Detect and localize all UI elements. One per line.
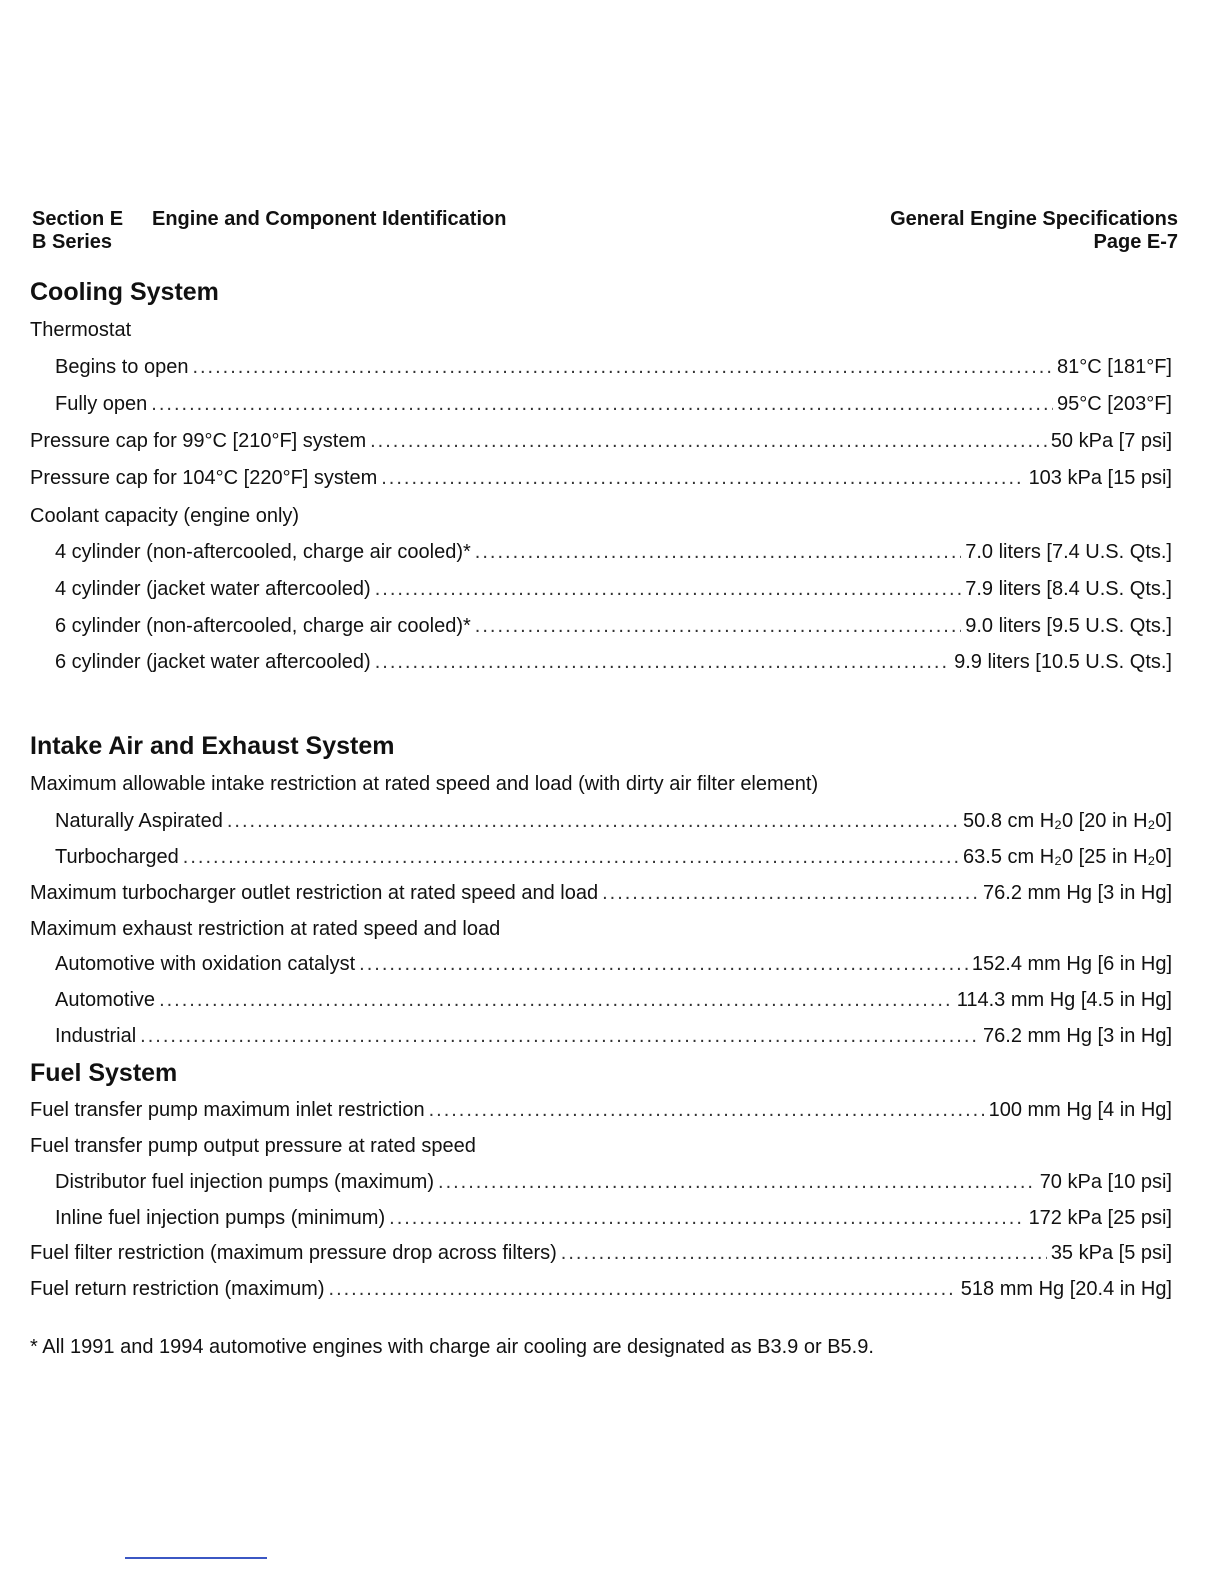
leader-dots bbox=[438, 1170, 1036, 1194]
spec-label: Fuel filter restriction (maximum pressure drop across filters) bbox=[30, 1242, 557, 1264]
spec-label: 4 cylinder (non-aftercooled, charge air cooled)* bbox=[55, 541, 471, 563]
spec-row bbox=[55, 577, 1172, 601]
leader-dots bbox=[159, 988, 953, 1012]
series-label: B Series bbox=[32, 231, 113, 253]
spec-label: Industrial bbox=[55, 1025, 137, 1047]
spec-label: Automotive bbox=[55, 989, 156, 1011]
page-number: Page E-7 bbox=[1093, 231, 1178, 253]
spec-label: Pressure cap for 104°C [220°F] system bbox=[30, 467, 378, 489]
spec-row bbox=[55, 392, 1172, 416]
leader-dots bbox=[151, 392, 1053, 416]
leader-dots bbox=[183, 845, 959, 869]
leader-dots bbox=[381, 466, 1024, 490]
spec-row bbox=[30, 1241, 1172, 1265]
spec-label: Fuel transfer pump maximum inlet restriction bbox=[30, 1099, 425, 1121]
spec-row bbox=[55, 1024, 1172, 1048]
spec-row bbox=[55, 952, 1172, 976]
leader-dots bbox=[192, 355, 1053, 379]
section-label: Section E bbox=[32, 208, 124, 230]
spec-row bbox=[30, 1277, 1172, 1301]
intake-exhaust-heading: Intake Air and Exhaust System bbox=[30, 732, 395, 760]
leader-dots bbox=[375, 650, 950, 674]
thermostat-label: Thermostat bbox=[30, 319, 132, 341]
leader-dots bbox=[475, 614, 961, 638]
spec-label: Naturally Aspirated bbox=[55, 810, 223, 832]
footer-rule bbox=[125, 1557, 267, 1559]
spec-value: 70 kPa [10 psi] bbox=[1039, 1171, 1172, 1193]
spec-value: 81°C [181°F] bbox=[1057, 356, 1172, 378]
spec-label: Distributor fuel injection pumps (maximum) bbox=[55, 1171, 435, 1193]
leader-dots bbox=[140, 1024, 979, 1048]
max-exhaust-label: Maximum exhaust restriction at rated speed and load bbox=[30, 918, 501, 940]
coolant-capacity-label: Coolant capacity (engine only) bbox=[30, 505, 300, 527]
spec-value: 9.9 liters [10.5 U.S. Qts.] bbox=[954, 651, 1172, 673]
leader-dots bbox=[389, 1206, 1024, 1230]
spec-value: 76.2 mm Hg [3 in Hg] bbox=[983, 1025, 1172, 1047]
spec-row bbox=[55, 988, 1172, 1012]
spec-value: 50 kPa [7 psi] bbox=[1050, 430, 1172, 452]
spec-row bbox=[55, 809, 1172, 833]
leader-dots bbox=[227, 809, 959, 833]
spec-value: 7.9 liters [8.4 U.S. Qts.] bbox=[965, 578, 1172, 600]
spec-label: Turbocharged bbox=[55, 846, 179, 868]
spec-row bbox=[55, 650, 1172, 674]
spec-label: 6 cylinder (non-aftercooled, charge air cooled)* bbox=[55, 615, 471, 637]
spec-value: 35 kPa [5 psi] bbox=[1050, 1242, 1172, 1264]
spec-row bbox=[55, 355, 1172, 379]
spec-value: 103 kPa [15 psi] bbox=[1028, 467, 1172, 489]
page-header-left bbox=[32, 208, 506, 254]
document-title: General Engine Specifications bbox=[890, 208, 1178, 230]
leader-dots bbox=[561, 1241, 1047, 1265]
spec-value: 95°C [203°F] bbox=[1057, 393, 1172, 415]
spec-label: Begins to open bbox=[55, 356, 189, 378]
max-intake-label: Maximum allowable intake restriction at rated speed and load (with dirty air filter element) bbox=[30, 773, 819, 795]
spec-value: 7.0 liters [7.4 U.S. Qts.] bbox=[965, 541, 1172, 563]
spec-row bbox=[55, 540, 1172, 564]
spec-value: 172 kPa [25 psi] bbox=[1028, 1207, 1172, 1229]
fuel-system-heading: Fuel System bbox=[30, 1059, 178, 1087]
spec-row bbox=[55, 614, 1172, 638]
leader-dots bbox=[370, 429, 1047, 453]
footnote: * All 1991 and 1994 automotive engines with charge air cooling are designated as B3.9 or B5.9. bbox=[30, 1336, 874, 1358]
spec-label: Automotive with oxidation catalyst bbox=[55, 953, 356, 975]
spec-value: 152.4 mm Hg [6 in Hg] bbox=[971, 953, 1172, 975]
spec-label: 6 cylinder (jacket water aftercooled) bbox=[55, 651, 371, 673]
spec-label: Fuel return restriction (maximum) bbox=[30, 1278, 325, 1300]
spec-label: Inline fuel injection pumps (minimum) bbox=[55, 1207, 386, 1229]
spec-label: Fully open bbox=[55, 393, 148, 415]
leader-dots bbox=[602, 881, 979, 905]
cooling-system-heading: Cooling System bbox=[30, 278, 219, 306]
page-header-right bbox=[890, 208, 1178, 254]
spec-label: 4 cylinder (jacket water aftercooled) bbox=[55, 578, 371, 600]
spec-row bbox=[30, 466, 1172, 490]
leader-dots bbox=[329, 1277, 957, 1301]
spec-row bbox=[30, 429, 1172, 453]
spec-value: 76.2 mm Hg [3 in Hg] bbox=[983, 882, 1172, 904]
section-title: Engine and Component Identification bbox=[152, 208, 507, 230]
leader-dots bbox=[359, 952, 968, 976]
spec-row bbox=[55, 845, 1172, 869]
spec-row bbox=[30, 1098, 1172, 1122]
leader-dots bbox=[475, 540, 961, 564]
spec-label: Maximum turbocharger outlet restriction at rated speed and load bbox=[30, 882, 599, 904]
fuel-output-label: Fuel transfer pump output pressure at rated speed bbox=[30, 1135, 476, 1157]
spec-value: 9.0 liters [9.5 U.S. Qts.] bbox=[965, 615, 1172, 637]
spec-label: Pressure cap for 99°C [210°F] system bbox=[30, 430, 367, 452]
spec-row bbox=[55, 1206, 1172, 1230]
leader-dots bbox=[429, 1098, 985, 1122]
spec-row bbox=[30, 881, 1172, 905]
spec-row bbox=[55, 1170, 1172, 1194]
spec-value: 518 mm Hg [20.4 in Hg] bbox=[960, 1278, 1172, 1300]
spec-value: 114.3 mm Hg [4.5 in Hg] bbox=[956, 989, 1172, 1011]
spec-value: 63.5 cm H₂0 [25 in H₂0] bbox=[963, 846, 1172, 868]
spec-value: 50.8 cm H₂0 [20 in H₂0] bbox=[963, 810, 1172, 832]
leader-dots bbox=[375, 577, 962, 601]
spec-value: 100 mm Hg [4 in Hg] bbox=[988, 1099, 1172, 1121]
